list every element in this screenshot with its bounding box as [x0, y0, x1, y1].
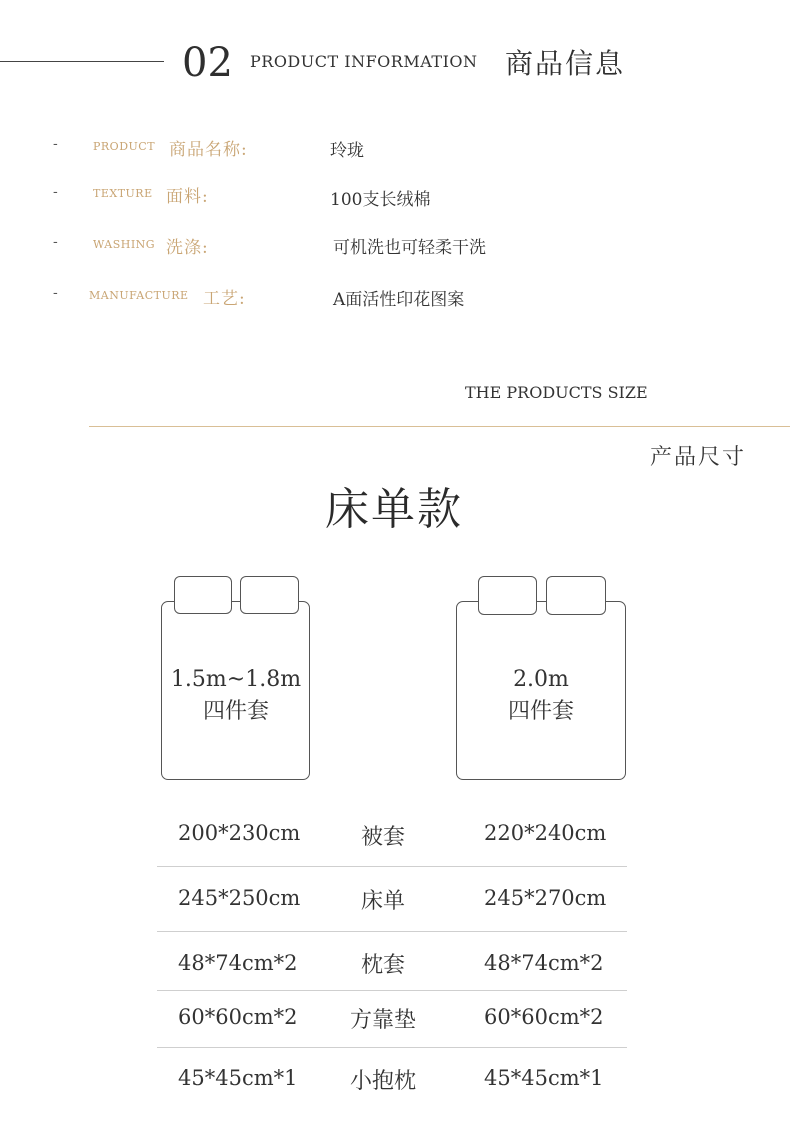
item-name: 床单: [360, 889, 405, 914]
size-left: 45*45cm*1: [178, 1066, 298, 1090]
bed-size-label: [458, 664, 624, 728]
pillow-icon: [478, 576, 537, 615]
info-label-cn: 面料:: [166, 187, 209, 207]
info-label-cn: 商品名称:: [169, 140, 248, 160]
info-value: 玲珑: [330, 141, 364, 161]
header-left-line: [0, 61, 164, 62]
info-value: A面活性印花图案: [333, 290, 465, 310]
section-number: 02: [182, 40, 233, 86]
size-left: 200*230cm: [178, 821, 301, 845]
info-label-en: TEXTURE: [93, 187, 153, 200]
item-name: 枕套: [360, 953, 405, 978]
pillow-icon: [546, 576, 606, 615]
info-dash: -: [53, 136, 58, 152]
info-value: 100支长绒棉: [330, 190, 431, 210]
bed-set-label: 四件套: [202, 699, 269, 724]
item-name: 方靠垫: [349, 1008, 416, 1033]
item-name: 小抱枕: [349, 1069, 416, 1094]
pillow-icon: [174, 576, 232, 614]
size-title-cn: 产品尺寸: [650, 445, 747, 470]
size-right: 60*60cm*2: [484, 1005, 604, 1029]
info-label-en: PRODUCT: [93, 140, 156, 153]
row-divider: [157, 1047, 627, 1048]
size-right: 48*74cm*2: [484, 951, 604, 975]
size-divider: [89, 426, 790, 427]
row-divider: [157, 990, 627, 991]
pillow-icon: [240, 576, 299, 614]
info-label-en: WASHING: [93, 238, 156, 251]
info-dash: -: [53, 234, 58, 250]
info-dash: -: [53, 285, 58, 301]
size-right: 245*270cm: [484, 886, 607, 910]
info-label-cn: 洗涤:: [166, 238, 209, 258]
size-left: 245*250cm: [178, 886, 301, 910]
section-title-cn: 商品信息: [505, 47, 626, 80]
info-label-en: MANUFACTURE: [89, 289, 189, 302]
bed-size-label: [161, 664, 311, 728]
bed-size: 1.5m~1.8m: [170, 667, 302, 692]
style-title: 床单款: [325, 484, 463, 535]
size-right: 220*240cm: [484, 821, 607, 845]
size-right: 45*45cm*1: [484, 1066, 604, 1090]
info-value: 可机洗也可轻柔干洗: [333, 238, 486, 258]
bed-size: 2.0m: [513, 667, 569, 692]
info-dash: -: [53, 184, 58, 200]
row-divider: [157, 866, 627, 867]
bed-set-label: 四件套: [507, 699, 574, 724]
row-divider: [157, 931, 627, 932]
section-title-en: PRODUCT INFORMATION: [250, 52, 478, 71]
size-left: 48*74cm*2: [178, 951, 298, 975]
size-left: 60*60cm*2: [178, 1005, 298, 1029]
info-label-cn: 工艺:: [203, 289, 246, 309]
size-title-en: THE PRODUCTS SIZE: [465, 383, 648, 402]
item-name: 被套: [360, 825, 405, 850]
